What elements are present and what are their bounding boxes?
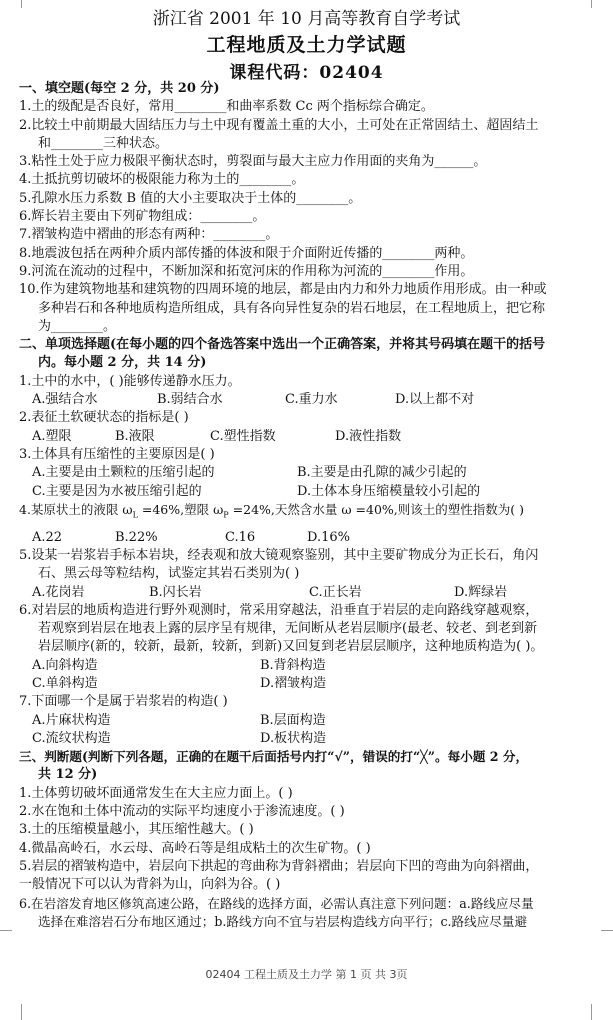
option: A.强结合水 <box>32 392 98 408</box>
option: D.板状构造 <box>260 730 327 746</box>
question-line: 2.表征土软硬状态的指标是( ) <box>19 410 189 426</box>
question-text: =24%,天然含水量 ω =40%,则该土的塑性指数为( ) <box>228 501 524 517</box>
question-line: 选择在难溶岩石分布地区通过；b.路线方向不宜与岩层构造线方向平行；c.路线应尽量避 <box>38 913 528 929</box>
subscript: P <box>223 510 229 520</box>
option: B.液限 <box>115 428 155 444</box>
option: C.流纹状构造 <box>32 730 111 746</box>
question-line: 4.微晶高岭石，水云母、高岭石等是组成粘土的次生矿物。( ) <box>19 840 371 856</box>
question-line: 1.土体剪切破坏面通常发生在大主应力面上。( ) <box>19 785 293 801</box>
option: D.土体本身压缩模量较小引起的 <box>297 483 481 499</box>
option: C.单斜构造 <box>32 676 98 691</box>
option: B.22% <box>115 529 158 545</box>
section-title: 二、单项选择题(在每小题的四个备选答案中选出一个正确答案，并将其号码填在题干的括号 <box>19 337 546 353</box>
option: C.主要是因为水被压缩引起的 <box>32 483 202 499</box>
question-line: 2.比较土中前期最大固结压力与土中现有覆盖土重的大小，土可处在正常固结土、超固结土 <box>19 117 539 133</box>
question-line: 8.地震波包括在两种介质内部传播的体波和限于介面附近传播的________两种。 <box>19 245 474 261</box>
option-row <box>19 391 585 409</box>
crop-mark <box>0 930 12 931</box>
question-line: 岩层顺序(新的，较新，最新，较新，到新)又回复到老岩层层顺序，这种地质构造为( )。 <box>38 639 544 655</box>
page-footer: 02404 工程土质及土力学 第 1 页 共 3页 <box>205 968 408 981</box>
question-text: =46%,塑限 ω <box>137 501 224 517</box>
section-title: 三、判断题(判断下列各题，正确的在题干后面括号内打“√”，错误的打“╳”。每小题 2 分， <box>19 749 529 765</box>
option: A.向斜构造 <box>32 657 98 673</box>
option-row <box>19 483 585 501</box>
option-row <box>19 675 585 693</box>
question-line: 若观察到岩层在地表上露的层序呈有规律，无间断从老岩层顺序(最老、较老、到老到新 <box>38 621 538 637</box>
question-line: 2.水在饱和土体中流动的实际平均速度小于渗流速度。( ) <box>19 804 345 820</box>
option: A.22 <box>32 529 63 545</box>
question-line: 10.作为建筑物地基和建筑物的四周环境的地层，都是由内力和外力地质作用形成。由一种或 <box>19 282 547 298</box>
question-line: 1.土中的水中，( )能够传递静水压力。 <box>19 373 241 389</box>
exam-content <box>19 80 585 931</box>
option: B.主要是由孔隙的减少引起的 <box>297 465 467 481</box>
question-line: 5.岩层的褶皱构造中，岩层向下拱起的弯曲称为背斜褶曲；岩层向下凹的弯曲为向斜褶曲， <box>19 858 539 874</box>
question-text: 4.某原状土的液限 ω <box>19 501 133 517</box>
option: B.层面构造 <box>260 712 326 728</box>
question-line: 4.土抵抗剪切破坏的极限能力称为土的________。 <box>19 172 305 188</box>
option-row <box>19 712 585 730</box>
option: C.正长岩 <box>309 584 362 600</box>
question-line: 为________。 <box>38 318 117 334</box>
option: B.背斜构造 <box>260 657 326 673</box>
option: C.塑性指数 <box>210 428 276 444</box>
option: D.辉绿岩 <box>454 584 508 600</box>
option: A.塑限 <box>32 428 72 444</box>
question-line: 5.设某一岩浆岩手标本岩块，经表观和放大镜观察鉴别，其中主要矿物成分为正长石，角闪 <box>19 547 539 563</box>
question-line: 7.下面哪一个是属于岩浆岩的构造( ) <box>19 694 228 710</box>
crop-mark <box>591 1004 592 1020</box>
subscript: L <box>132 510 138 520</box>
question-line: 7.褶皱构造中褶曲的形态有两种：________。 <box>19 227 279 243</box>
question-line: 石、黑云母等粒结构，试鉴定其岩石类别为( ) <box>38 566 300 582</box>
question-line: 6.辉长岩主要由下列矿物组成：________。 <box>19 209 266 225</box>
question-line: 3.粘性土处于应力极限平衡状态时，剪裂面与最大主应力作用面的夹角为______。 <box>19 154 487 170</box>
question-line: 3.土体具有压缩性的主要原因是( ) <box>19 446 215 462</box>
crop-mark <box>21 1004 22 1020</box>
question-line: 9.河流在流动的过程中，不断加深和拓宽河床的作用称为河流的________作用。 <box>19 263 474 279</box>
option: D.褶皱构造 <box>260 676 327 691</box>
option: B.闪长岩 <box>149 584 202 600</box>
section-title: 一、填空题(每空 2 分，共 20 分) <box>19 81 220 96</box>
option: A.片麻状构造 <box>32 712 111 728</box>
question-line: 5.孔隙水压力系数 B 值的大小主要取决于土体的________。 <box>19 190 362 206</box>
question-line: 6.在岩溶发育地区修筑高速公路，在路线的选择方面，必需认真注意下列问题：a.路线应尽量 <box>19 895 534 911</box>
exam-title: 工程地质及土力学试题 <box>206 34 407 56</box>
option: D.16% <box>307 529 350 545</box>
option: D.液性指数 <box>335 428 402 444</box>
option: A.花岗岩 <box>32 584 85 600</box>
section-title: 内。每小题 2 分，共 14 分) <box>38 355 207 371</box>
option-row <box>19 529 585 547</box>
question-line: 和________三种状态。 <box>38 135 169 151</box>
option: C.重力水 <box>285 392 338 408</box>
option: B.弱结合水 <box>157 392 223 408</box>
option-row <box>19 464 585 482</box>
option: D.以上都不对 <box>395 392 475 408</box>
question-line: 一般情况下可以认为背斜为山，向斜为谷。( ) <box>19 877 281 893</box>
option-row <box>19 428 585 446</box>
option: A.主要是由土颗粒的压缩引起的 <box>32 465 215 481</box>
question-line: 多种岩石和各种地质构造所组成，具有各向异性复杂的岩石地层，在工程地质上，把它称 <box>38 300 546 316</box>
option-row <box>19 584 585 602</box>
option: C.16 <box>225 529 256 545</box>
course-code: 课程代码：02404 <box>229 63 384 83</box>
crop-mark <box>601 930 613 931</box>
question-line <box>19 501 585 525</box>
question-line: 6.对岩层的地质构造进行野外观测时，常采用穿越法，沿垂直于岩层的走向路线穿越观察， <box>19 602 539 618</box>
option-row <box>19 730 585 748</box>
section-title: 共 12 分) <box>38 767 98 783</box>
question-line: 1.土的级配是否良好，常用________和曲率系数 Cc 两个指标综合确定。 <box>19 99 434 115</box>
option-row <box>19 657 585 675</box>
question-line: 3.土的压缩模量越小，其压缩性越大。( ) <box>19 822 254 838</box>
exam-header: 浙江省 2001 年 10 月高等教育自学考试 <box>152 9 461 29</box>
